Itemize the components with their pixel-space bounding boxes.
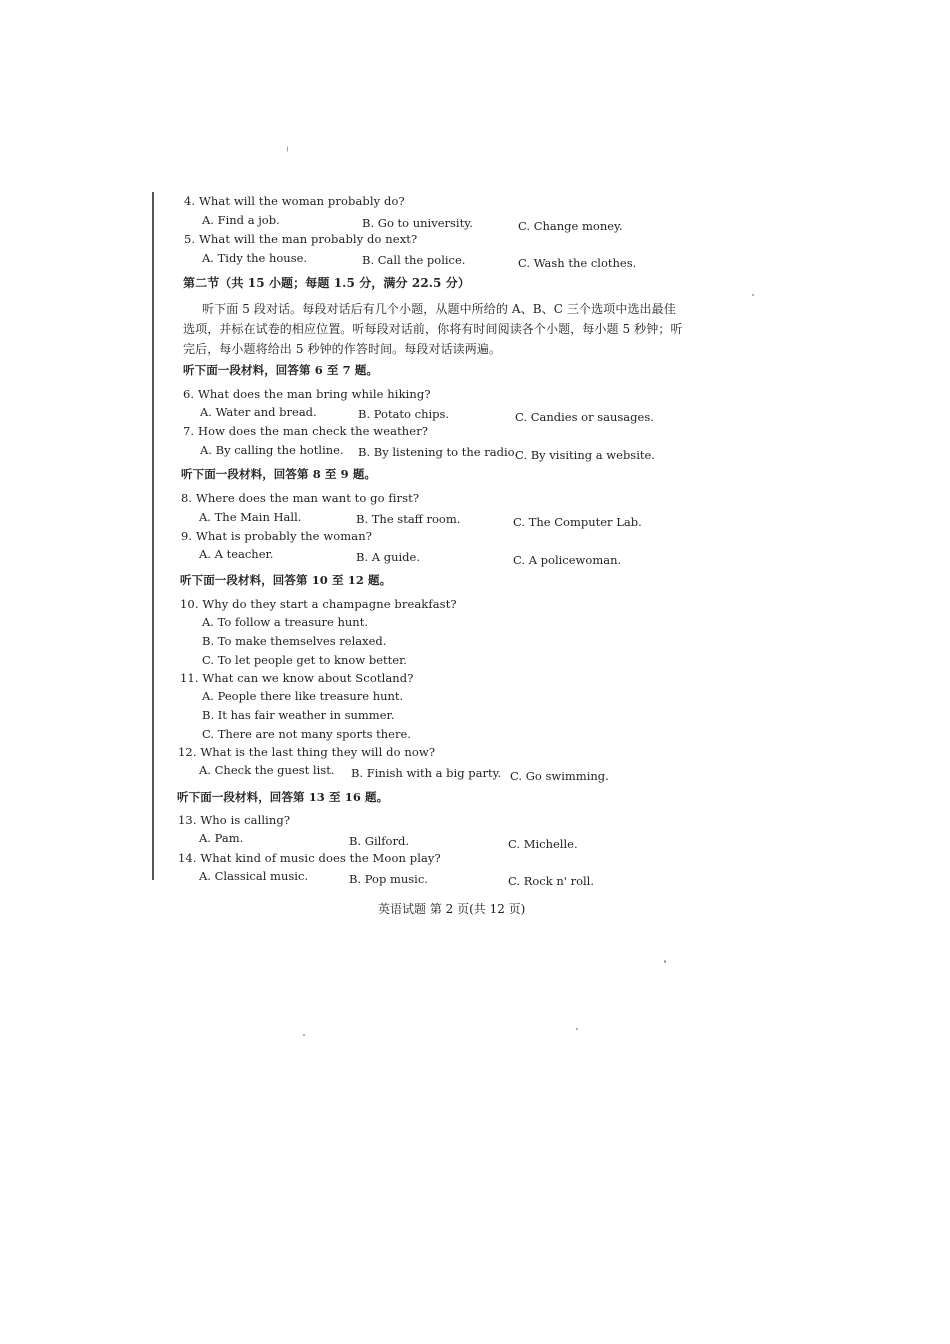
option-13b: B. Gilford.: [349, 834, 409, 848]
option-4a: A. Find a job.: [202, 213, 280, 227]
option-11a: A. People there like treasure hunt.: [202, 689, 404, 703]
option-12a: A. Check the guest list.: [199, 763, 335, 777]
question-6: 6. What does the man bring while hiking?: [183, 387, 431, 401]
question-4: 4. What will the woman probably do?: [184, 194, 405, 208]
option-10a: A. To follow a treasure hunt.: [202, 615, 368, 629]
option-4c: C. Change money.: [518, 219, 623, 233]
option-14a: A. Classical music.: [199, 869, 309, 883]
option-6b: B. Potato chips.: [358, 407, 450, 421]
scan-speck: [287, 146, 288, 152]
question-10: 10. Why do they start a champagne breakfast?: [180, 597, 457, 611]
question-8: 8. Where does the man want to go first?: [181, 491, 420, 505]
option-9a: A. A teacher.: [199, 547, 274, 561]
option-7a: A. By calling the hotline.: [200, 443, 344, 457]
option-5b: B. Call the police.: [362, 253, 466, 267]
option-7b: B. By listening to the radio.: [358, 445, 519, 459]
instruction-line-3: 完后，每小题将给出 5 秒钟的作答时间。每段对话读两遍。: [183, 342, 502, 356]
option-5a: A. Tidy the house.: [202, 251, 308, 265]
scan-speck: [664, 960, 666, 963]
group-1-heading: 听下面一段材料，回答第 6 至 7 题。: [183, 363, 379, 377]
question-13: 13. Who is calling?: [178, 813, 291, 827]
option-8a: A. The Main Hall.: [199, 510, 302, 524]
option-13a: A. Pam.: [199, 831, 244, 845]
scan-speck: [576, 1028, 578, 1030]
option-11c: C. There are not many sports there.: [202, 727, 411, 741]
question-11: 11. What can we know about Scotland?: [180, 671, 414, 685]
option-8b: B. The staff room.: [356, 512, 461, 526]
option-4b: B. Go to university.: [362, 216, 473, 230]
option-9c: C. A policewoman.: [513, 553, 622, 567]
page-footer: 英语试题 第 2 页(共 12 页): [378, 902, 526, 916]
section-2-title: 第二节（共 15 小题；每题 1.5 分，满分 22.5 分）: [183, 276, 470, 290]
option-9b: B. A guide.: [356, 550, 420, 564]
question-14: 14. What kind of music does the Moon play?: [178, 851, 441, 865]
group-2-heading: 听下面一段材料，回答第 8 至 9 题。: [181, 467, 377, 481]
option-14c: C. Rock n' roll.: [508, 874, 595, 888]
option-12c: C. Go swimming.: [510, 769, 609, 783]
question-7: 7. How does the man check the weather?: [183, 424, 429, 438]
option-13c: C. Michelle.: [508, 837, 578, 851]
option-12b: B. Finish with a big party.: [351, 766, 502, 780]
scan-speck: [752, 294, 754, 296]
question-9: 9. What is probably the woman?: [181, 529, 373, 543]
option-6c: C. Candies or sausages.: [515, 410, 654, 424]
option-11b: B. It has fair weather in summer.: [202, 708, 395, 722]
option-7c: C. By visiting a website.: [515, 448, 655, 462]
group-3-heading: 听下面一段材料，回答第 10 至 12 题。: [180, 573, 392, 587]
option-8c: C. The Computer Lab.: [513, 515, 642, 529]
scan-speck: [303, 1034, 305, 1036]
option-5c: C. Wash the clothes.: [518, 256, 637, 270]
question-12: 12. What is the last thing they will do now?: [178, 745, 436, 759]
question-5: 5. What will the man probably do next?: [184, 232, 418, 246]
option-6a: A. Water and bread.: [200, 405, 317, 419]
option-10b: B. To make themselves relaxed.: [202, 634, 387, 648]
binding-margin-line: [152, 192, 154, 880]
instruction-line-1: 听下面 5 段对话。每段对话后有几个小题，从题中所给的 A、B、C 三个选项中选出最佳: [202, 302, 676, 316]
option-10c: C. To let people get to know better.: [202, 653, 407, 667]
instruction-line-2: 选项，并标在试卷的相应位置。听每段对话前，你将有时间阅读各个小题，每小题 5 秒钟；听: [183, 322, 683, 336]
option-14b: B. Pop music.: [349, 872, 428, 886]
group-4-heading: 听下面一段材料，回答第 13 至 16 题。: [177, 790, 389, 804]
